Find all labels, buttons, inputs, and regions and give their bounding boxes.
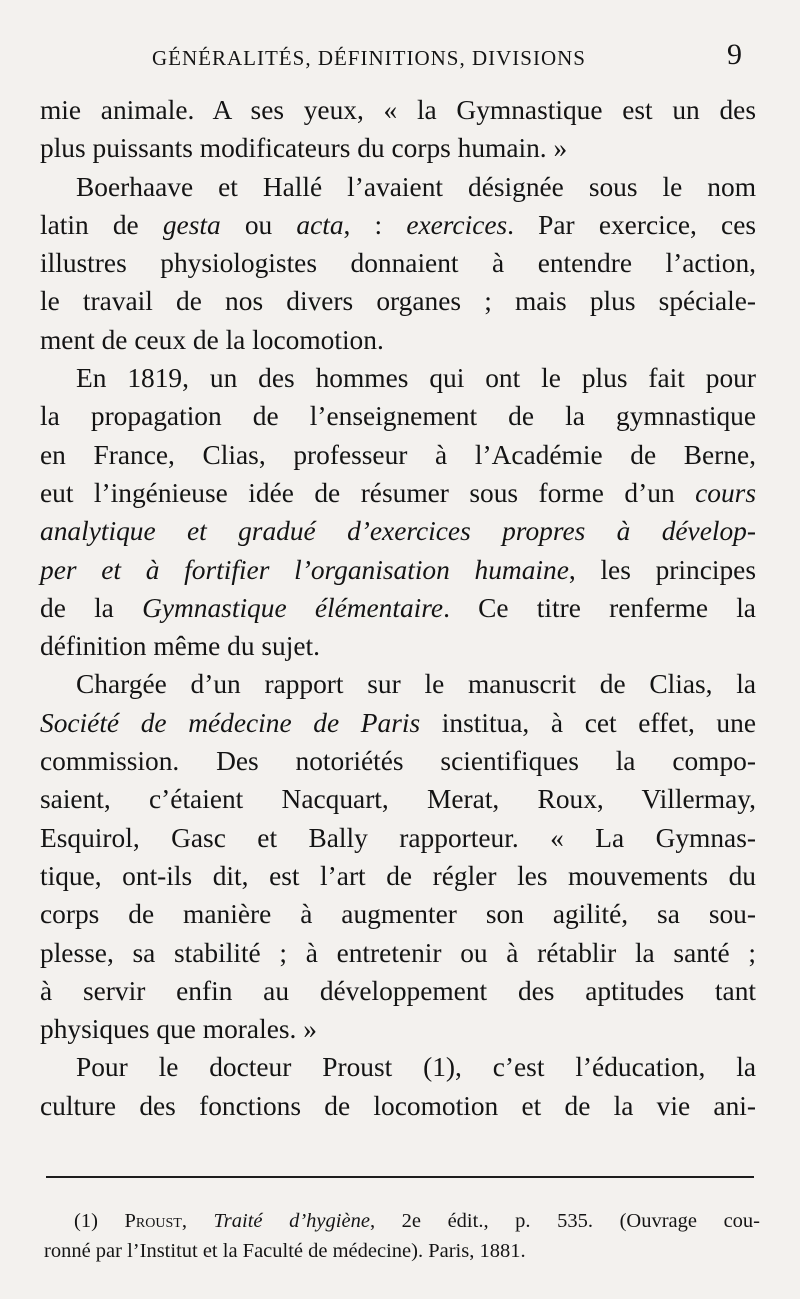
- text-line: Société de médecine de Paris institua, à cet effet, une: [40, 707, 756, 738]
- text-line: commission. Des notoriétés scientifiques la compo-: [40, 746, 756, 777]
- text-line: physiques que morales. »: [40, 1014, 317, 1045]
- text-line: latin de gesta ou acta, : exercices. Par exercice, ces: [40, 209, 757, 240]
- text-line: culture des fonctions de locomotion et de la vie ani-: [40, 1090, 756, 1121]
- text-line: saient, c’étaient Nacquart, Merat, Roux, Villermay,: [40, 784, 756, 815]
- footnote-line: ronné par l’Institut et la Faculté de médecine). Paris, 1881.: [44, 1240, 526, 1262]
- text-line: per et à fortifier l’organisation humaine, les principes: [40, 554, 756, 585]
- text-line: le travail de nos divers organes ; mais plus spéciale-: [40, 286, 756, 317]
- text-line: ment de ceux de la locomotion.: [40, 324, 384, 355]
- footnote-divider: [46, 1176, 754, 1178]
- footnote-line: (1) Proust, Traité d’hygiène, 2e édit., p. 535. (Ouvrage cou-: [74, 1210, 761, 1232]
- paragraph-start-line: Chargée d’un rapport sur le manuscrit de Clias, la: [76, 669, 756, 700]
- text-line: analytique et gradué d’exercices propres à dévelop-: [40, 516, 756, 547]
- text-line: corps de manière à augmenter son agilité, sa sou-: [40, 899, 756, 930]
- paragraph-start-line: Pour le docteur Proust (1), c’est l’éducation, la: [76, 1052, 756, 1083]
- text-line: illustres physiologistes donnaient à entendre l’action,: [40, 248, 756, 279]
- footnote-title: Traité d’hygiène: [213, 1210, 370, 1232]
- text-line: eut l’ingénieuse idée de résumer sous forme d’un cours: [40, 477, 756, 508]
- text-line: la propagation de l’enseignement de la gymnastique: [40, 401, 756, 432]
- text-line: définition même du sujet.: [40, 631, 320, 662]
- text-line: plesse, sa stabilité ; à entretenir ou à rétablir la santé ;: [40, 937, 756, 968]
- body-text: [40, 91, 756, 1125]
- page-number: 9: [727, 38, 742, 71]
- text-line: en France, Clias, professeur à l’Académie de Berne,: [40, 439, 756, 470]
- paragraph-start-line: Boerhaave et Hallé l’avaient désignée sous le nom: [76, 171, 756, 202]
- running-title: GÉNÉRALITÉS, DÉFINITIONS, DIVISIONS: [152, 46, 586, 70]
- text-line: à servir enfin au développement des aptitudes tant: [40, 975, 756, 1006]
- paragraph-start-line: En 1819, un des hommes qui ont le plus fait pour: [76, 363, 756, 394]
- footnote: [44, 1206, 760, 1266]
- text-line: Esquirol, Gasc et Bally rapporteur. « La Gymnas-: [40, 822, 756, 853]
- running-head: [40, 38, 742, 78]
- text-line: plus puissants modificateurs du corps humain. »: [40, 133, 568, 164]
- text-line: de la Gymnastique élémentaire. Ce titre renferme la: [40, 592, 756, 623]
- text-line: tique, ont-ils dit, est l’art de régler les mouvements du: [40, 860, 756, 891]
- footnote-author: Proust: [124, 1210, 182, 1232]
- footnote-marker: (1): [74, 1210, 98, 1232]
- text-line: mie animale. A ses yeux, « la Gymnastique est un des: [40, 95, 756, 125]
